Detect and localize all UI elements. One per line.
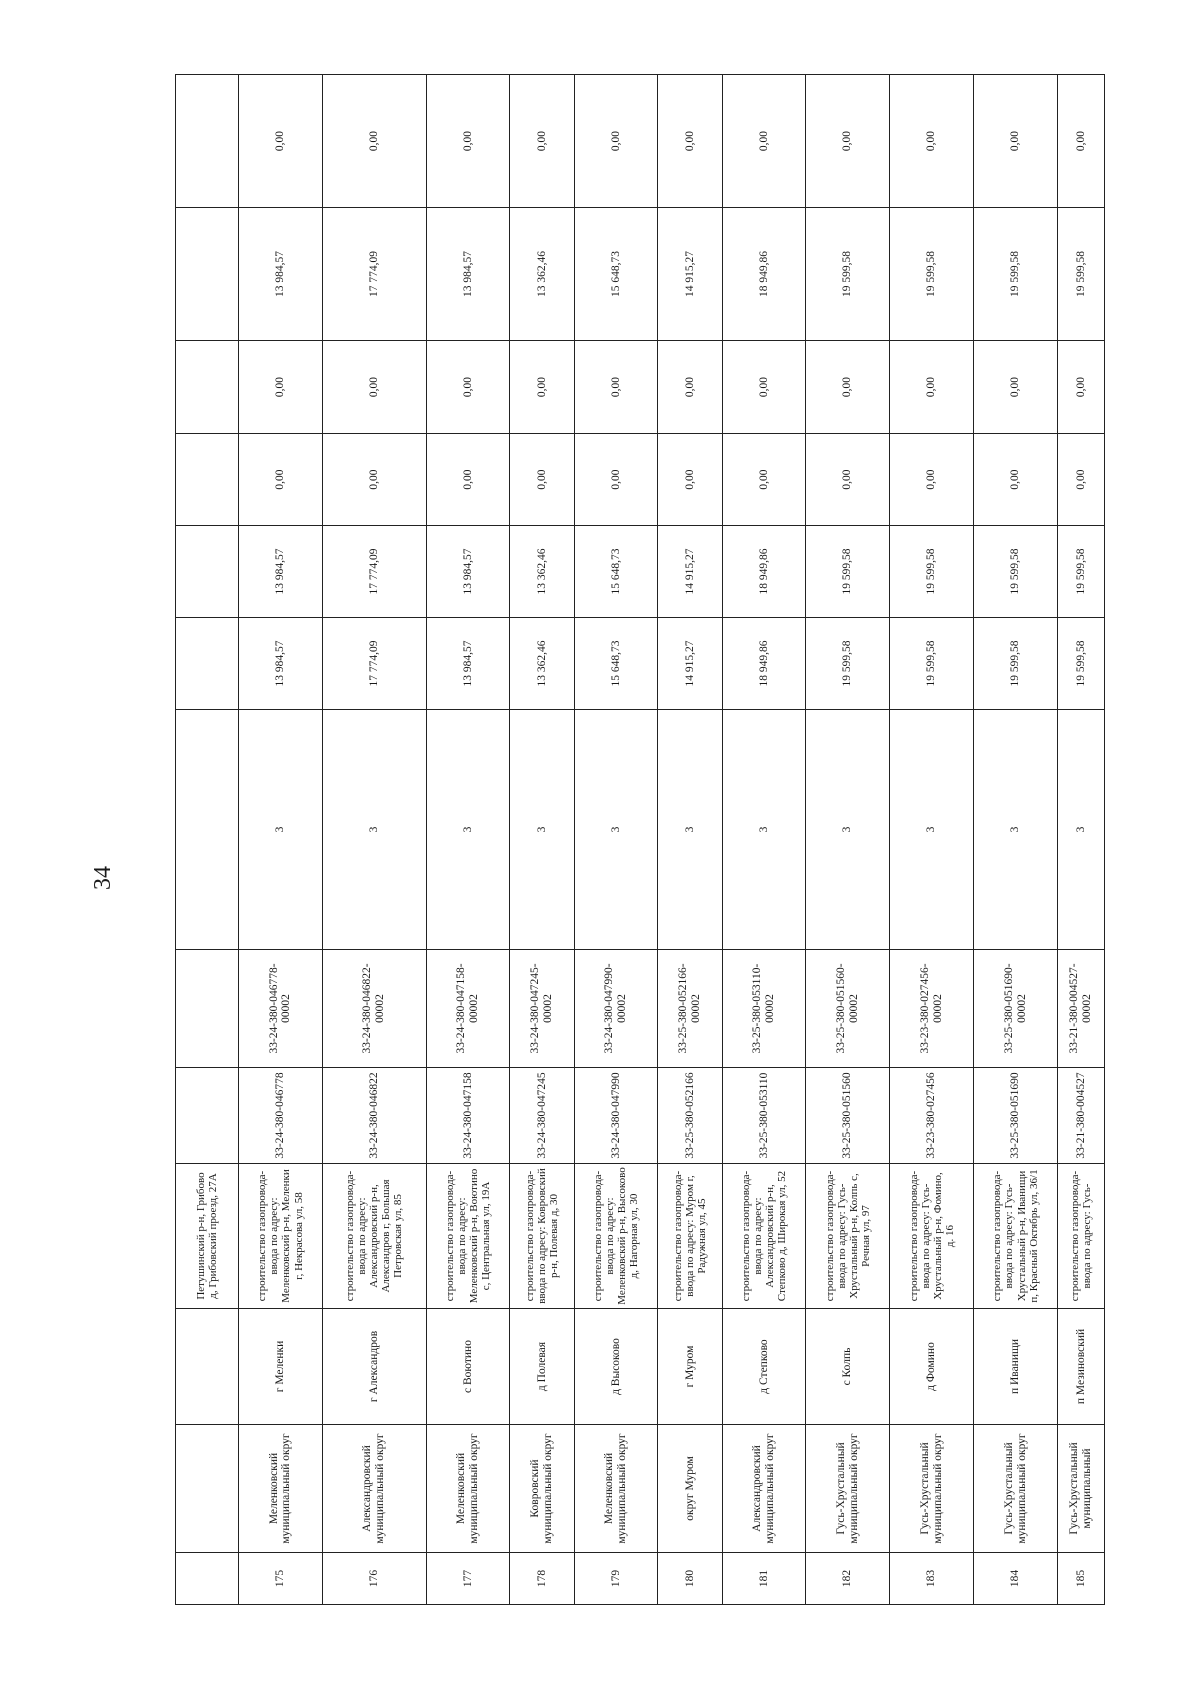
cell-amount-d: 19 599,58 [806,208,890,341]
cell-amount-b: 0,00 [722,434,806,526]
cell-amount-c: 0,00 [426,341,510,434]
cell-amount-d: 17 774,09 [322,208,426,341]
page-number: 34 [90,866,116,890]
cell-amount-total: 18 949,86 [722,618,806,710]
cell-object-id: 33-24-380-047245 [510,1068,574,1164]
cell-amount-b: 0,00 [1058,434,1105,526]
cell-object-id: 33-23-380-027456 [890,1068,974,1164]
cell-object-code: 33-24-380-046822-00002 [322,950,426,1068]
cell-object-code: 33-23-380-027456-00002 [890,950,974,1068]
cell-row-number: 175 [239,1553,323,1605]
cell-amount-a: 13 362,46 [510,526,574,618]
cell-amount-e: 0,00 [1058,75,1105,208]
cell-district: Александровский муниципальный округ [322,1425,426,1553]
cell-object-code: 33-21-380-004527-00002 [1058,950,1105,1068]
cell-row-number: 182 [806,1553,890,1605]
table-row [974,75,1058,1605]
cell-amount-d: 18 949,86 [722,208,806,341]
cell-amount-c: 0,00 [974,341,1058,434]
cell-object-id: 33-25-380-051690 [974,1068,1058,1164]
cell-object-id: 33-21-380-004527 [1058,1068,1105,1164]
cell-amount-c: 0,00 [574,341,658,434]
cell-amount-total: 19 599,58 [974,618,1058,710]
cell-amount-a: 19 599,58 [890,526,974,618]
cell-object-id: 33-24-380-046778 [239,1068,323,1164]
data-table [175,74,1105,1605]
cell-amount-d: 15 648,73 [574,208,658,341]
cell-amount-d: 19 599,58 [890,208,974,341]
cell-amount-e: 0,00 [890,75,974,208]
cell-object-code: 33-24-380-047158-00002 [426,950,510,1068]
cell-amount-total: 19 599,58 [806,618,890,710]
cell-amount-c: 0,00 [239,341,323,434]
cell-object-code: 33-24-380-047245-00002 [510,950,574,1068]
cell-amount-e: 0,00 [974,75,1058,208]
cell-address: строительство газопровода-ввода по адресу: Гусь-Хрустальный р-н, Иванищи п, Красный Октябрь ул, 36/1 [974,1164,1058,1309]
cell-empty [176,950,239,1068]
cell-amount-c: 0,00 [658,341,722,434]
cell-quantity: 3 [574,710,658,950]
table-row [658,75,722,1605]
cell-amount-total: 13 362,46 [510,618,574,710]
cell-district: Ковровский муниципальный округ [510,1425,574,1553]
cell-amount-d: 14 915,27 [658,208,722,341]
cell-empty [176,1309,239,1425]
table-row [426,75,510,1605]
cell-district: Александровский муниципальный округ [722,1425,806,1553]
cell-object-id: 33-24-380-047990 [574,1068,658,1164]
cell-amount-a: 15 648,73 [574,526,658,618]
cell-quantity: 3 [426,710,510,950]
cell-object-id: 33-25-380-051560 [806,1068,890,1164]
cell-district: округ Муром [658,1425,722,1553]
cell-object-id: 33-25-380-053110 [722,1068,806,1164]
cell-quantity: 3 [890,710,974,950]
cell-row-number: 184 [974,1553,1058,1605]
cell-settlement: д Степково [722,1309,806,1425]
cell-address: строительство газопровода-ввода по адресу: Ковровский р-н, Полевая д, 30 [510,1164,574,1309]
cell-amount-c: 0,00 [510,341,574,434]
cell-object-id: 33-24-380-046822 [322,1068,426,1164]
table-row [574,75,658,1605]
table-row [322,75,426,1605]
cell-empty [176,1425,239,1553]
cell-address: строительство газопровода-ввода по адресу: Меленковский р-н, Меленки г, Некрасова ул, 58 [239,1164,323,1309]
rotated-table-wrapper [175,75,1105,1605]
cell-amount-total: 14 915,27 [658,618,722,710]
cell-object-code: 33-24-380-046778-00002 [239,950,323,1068]
cell-object-code: 33-25-380-052166-00002 [658,950,722,1068]
cell-amount-a: 19 599,58 [806,526,890,618]
cell-amount-a: 13 984,57 [426,526,510,618]
cell-district: Меленковский муниципальный округ [426,1425,510,1553]
cell-settlement: с Воютино [426,1309,510,1425]
cell-empty [176,75,239,208]
cell-amount-b: 0,00 [890,434,974,526]
cell-empty [176,1553,239,1605]
cell-object-code: 33-25-380-051690-00002 [974,950,1058,1068]
cell-row-number: 178 [510,1553,574,1605]
cell-quantity: 3 [510,710,574,950]
cell-quantity: 3 [974,710,1058,950]
cell-object-code: 33-25-380-051560-00002 [806,950,890,1068]
cell-row-number: 177 [426,1553,510,1605]
cell-quantity: 3 [658,710,722,950]
cell-amount-c: 0,00 [722,341,806,434]
cell-settlement: д Фомино [890,1309,974,1425]
cell-address: Петушинский р-н, Грибово д, Грибовский проезд, 27А [176,1164,239,1309]
cell-empty [176,710,239,950]
cell-settlement: п Мезиновский [1058,1309,1105,1425]
cell-district: Гусь-Хрустальный муниципальный [1058,1425,1105,1553]
cell-amount-e: 0,00 [426,75,510,208]
cell-amount-e: 0,00 [722,75,806,208]
cell-amount-b: 0,00 [322,434,426,526]
cell-address: строительство газопровода-ввода по адресу: Гусь- [1058,1164,1105,1309]
cell-object-id: 33-25-380-052166 [658,1068,722,1164]
cell-empty [176,526,239,618]
cell-amount-a: 19 599,58 [974,526,1058,618]
cell-settlement: д Полевая [510,1309,574,1425]
cell-settlement: г Муром [658,1309,722,1425]
cell-quantity: 3 [322,710,426,950]
cell-district: Гусь-Хрустальный муниципальный округ [890,1425,974,1553]
cell-district: Меленковский муниципальный округ [574,1425,658,1553]
cell-amount-b: 0,00 [974,434,1058,526]
cell-amount-e: 0,00 [806,75,890,208]
cell-row-number: 183 [890,1553,974,1605]
cell-address: строительство газопровода-ввода по адресу: Гусь-Хрустальный р-н, Колпь с, Речная ул, 97 [806,1164,890,1309]
cell-address: строительство газопровода-ввода по адресу: Александровский р-н, Степково д, Широкая ул, 52 [722,1164,806,1309]
cell-row-number: 181 [722,1553,806,1605]
cell-address: строительство газопровода-ввода по адресу: Меленковский р-н, Воютино с, Центральная ул, 19А [426,1164,510,1309]
table-row [239,75,323,1605]
continuation-row [176,75,239,1605]
cell-address: строительство газопровода-ввода по адресу: Муром г, Радужная ул, 45 [658,1164,722,1309]
cell-amount-a: 19 599,58 [1058,526,1105,618]
cell-amount-total: 17 774,09 [322,618,426,710]
cell-address: строительство газопровода-ввода по адресу: Меленковский р-н, Высоково д, Нагорная ул, 30 [574,1164,658,1309]
cell-empty [176,434,239,526]
cell-amount-e: 0,00 [239,75,323,208]
cell-amount-e: 0,00 [574,75,658,208]
cell-amount-d: 13 984,57 [239,208,323,341]
cell-amount-d: 19 599,58 [1058,208,1105,341]
cell-amount-d: 13 362,46 [510,208,574,341]
cell-amount-c: 0,00 [1058,341,1105,434]
cell-object-code: 33-24-380-047990-00002 [574,950,658,1068]
cell-amount-total: 19 599,58 [890,618,974,710]
cell-district: Гусь-Хрустальный муниципальный округ [974,1425,1058,1553]
cell-quantity: 3 [1058,710,1105,950]
cell-empty [176,1068,239,1164]
cell-amount-total: 15 648,73 [574,618,658,710]
cell-amount-total: 13 984,57 [426,618,510,710]
cell-settlement: г Александров [322,1309,426,1425]
cell-district: Меленковский муниципальный округ [239,1425,323,1553]
cell-row-number: 176 [322,1553,426,1605]
cell-amount-b: 0,00 [574,434,658,526]
cell-quantity: 3 [239,710,323,950]
cell-amount-c: 0,00 [806,341,890,434]
cell-amount-b: 0,00 [658,434,722,526]
table-row [510,75,574,1605]
cell-amount-e: 0,00 [510,75,574,208]
cell-amount-d: 19 599,58 [974,208,1058,341]
cell-amount-c: 0,00 [890,341,974,434]
cell-amount-a: 14 915,27 [658,526,722,618]
table-row [722,75,806,1605]
cell-amount-e: 0,00 [658,75,722,208]
cell-amount-b: 0,00 [806,434,890,526]
cell-row-number: 179 [574,1553,658,1605]
cell-amount-c: 0,00 [322,341,426,434]
cell-object-code: 33-25-380-053110-00002 [722,950,806,1068]
cell-quantity: 3 [806,710,890,950]
cell-amount-a: 13 984,57 [239,526,323,618]
cell-empty [176,341,239,434]
cell-settlement: г Меленки [239,1309,323,1425]
cell-quantity: 3 [722,710,806,950]
table-row [1058,75,1105,1605]
cell-row-number: 180 [658,1553,722,1605]
cell-district: Гусь-Хрустальный муниципальный округ [806,1425,890,1553]
cell-amount-d: 13 984,57 [426,208,510,341]
cell-amount-a: 17 774,09 [322,526,426,618]
cell-empty [176,618,239,710]
cell-amount-total: 13 984,57 [239,618,323,710]
cell-settlement: п Иванищи [974,1309,1058,1425]
cell-amount-total: 19 599,58 [1058,618,1105,710]
cell-address: строительство газопровода-ввода по адресу: Александровский р-н, Александров г, Большая Петровская ул, 85 [322,1164,426,1309]
cell-amount-b: 0,00 [426,434,510,526]
cell-object-id: 33-24-380-047158 [426,1068,510,1164]
cell-row-number: 185 [1058,1553,1105,1605]
cell-address: строительство газопровода-ввода по адресу: Гусь-Хрустальный р-н, Фомино, д. 16 [890,1164,974,1309]
cell-amount-e: 0,00 [322,75,426,208]
cell-amount-b: 0,00 [510,434,574,526]
cell-settlement: д Высоково [574,1309,658,1425]
cell-amount-a: 18 949,86 [722,526,806,618]
cell-amount-b: 0,00 [239,434,323,526]
table-row [806,75,890,1605]
table-row [890,75,974,1605]
cell-settlement: с Колпь [806,1309,890,1425]
cell-empty [176,208,239,341]
